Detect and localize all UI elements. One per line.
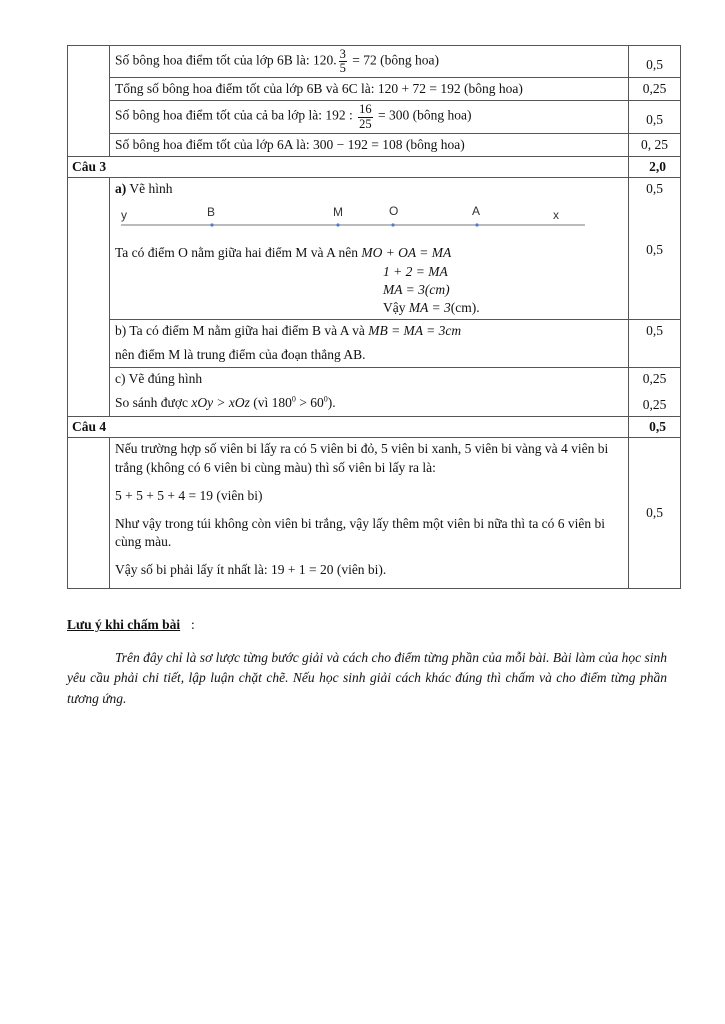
table-row — [68, 438, 681, 588]
point-m — [336, 224, 339, 227]
point-o — [391, 224, 394, 227]
question-score: 2,0 — [629, 156, 681, 177]
table-row — [68, 46, 681, 78]
label-a: A — [472, 204, 481, 219]
label-x: x — [553, 208, 559, 223]
score-cell: 0,25 0,25 — [629, 367, 681, 416]
table-row — [68, 367, 681, 416]
fraction: $\frac{3}{5}$ — [339, 47, 346, 76]
label-y: y — [121, 208, 127, 223]
table-row — [68, 178, 681, 320]
point-b — [210, 224, 213, 227]
question-score: 0,5 — [629, 417, 681, 438]
question-header-row — [68, 156, 681, 177]
answer-cell: Tổng số bông hoa điểm tốt của lớp 6B và 6C là: 120 + 72 = 192 (bông hoa) — [110, 78, 629, 101]
empty-cell — [68, 438, 110, 588]
answer-cell-b: b) Ta có điểm M nằm giữa hai điểm B và A và MB = MA = 3cm nên điểm M là trung điểm của đoạn thẳng AB. — [110, 320, 629, 367]
answer-cell-c: c) Vẽ đúng hình So sánh được xOy > xOz (vì $180^0 > 60^0$). — [110, 367, 629, 416]
line-figure — [115, 200, 585, 232]
empty-cell — [68, 46, 110, 157]
point-a — [475, 224, 478, 227]
question-label: Câu 4 — [68, 417, 629, 438]
answer-cell: Số bông hoa điểm tốt của lớp 6B là: 120. $\frac{3}{5}$ = 72 (bông hoa) — [110, 46, 629, 78]
score-cell: 0,5 — [629, 320, 681, 367]
answer-cell-4: Nếu trường hợp số viên bi lấy ra có 5 viên bi đỏ, 5 viên bi xanh, 5 viên bi vàng và 4 viên bi trắng (không có 6 viên bi cùng màu) thì số viên bi lấy ra là: 5 + 5 + 5 + 4 = 19 (viên bi) Như vậy trong túi không còn viên bi trắng, vậy lấy thêm một viên bi nữa thì ta có 6 viên bi cùng màu. Vậy số bi phải lấy ít nhất là: 19 + 1 = 20 (viên bi). — [110, 438, 629, 588]
answer-cell: Số bông hoa điểm tốt của lớp 6A là: 300 − 192 = 108 (bông hoa) — [110, 133, 629, 156]
question-label: Câu 3 — [68, 156, 629, 177]
table-row — [68, 101, 681, 133]
label-m: M — [333, 205, 343, 220]
table-row — [68, 78, 681, 101]
score-cell: 0, 25 — [629, 133, 681, 156]
question-header-row — [68, 417, 681, 438]
score-cell: 0,5 — [629, 438, 681, 588]
score-cell: 0,5 — [629, 101, 681, 133]
score-cell: 0,25 — [629, 78, 681, 101]
label-o: O — [389, 204, 399, 219]
fraction: $\frac{16}{25}$ — [359, 102, 372, 131]
note-title: Lưu ý khi chấm bài — [67, 617, 181, 632]
label-b: B — [207, 205, 216, 220]
table-row — [68, 133, 681, 156]
note-colon: : — [191, 617, 195, 632]
score-cell: 0,5 — [629, 46, 681, 78]
empty-cell — [68, 178, 110, 417]
note-body: Trên đây chỉ là sơ lược từng bước giải và cách cho điểm từng phần của mỗi bài. Bài làm của học sinh yêu cầu phải chi tiết, lập luận chặt chẽ. Nếu học sinh giải cách khác đúng thì chấm và cho điểm từng phần tương ứng. — [67, 650, 667, 706]
answer-cell: Số bông hoa điểm tốt của cả ba lớp là: 192 : $\frac{16}{25}$ = 300 (bông hoa) — [110, 101, 629, 133]
grading-table — [67, 45, 681, 589]
score-cell: 0,5 0,5 — [629, 178, 681, 320]
answer-cell-a: a) Vẽ hình y B M O A x Ta có điểm O nằm giữa hai điểm M và A nên MO + OA = MA 1 + 2 = MA MA = 3(cm) Vậy MA = 3(cm). — [110, 178, 629, 320]
table-row — [68, 320, 681, 367]
